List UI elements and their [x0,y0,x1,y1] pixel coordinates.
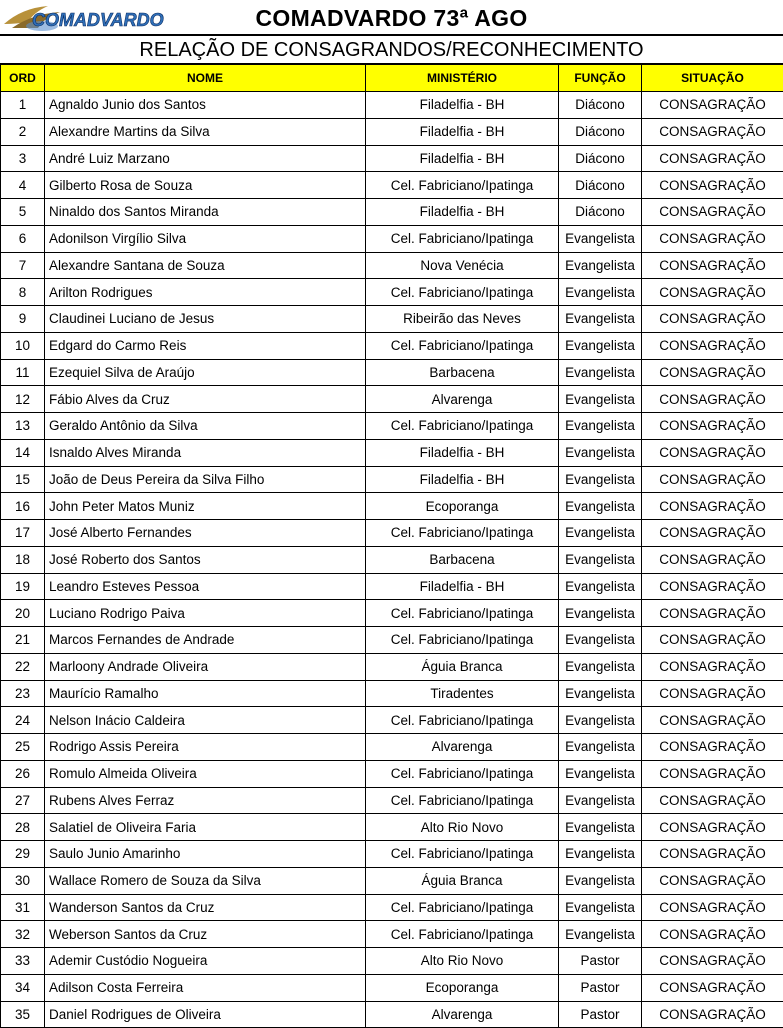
page-title: COMADVARDO 73ª AGO [0,2,783,34]
situacao-cell: CONSAGRAÇÃO [642,466,783,493]
ord-cell: 18 [1,546,45,573]
ministerio-cell: Cel. Fabriciano/Ipatinga [366,894,559,921]
table-row [1,493,783,520]
nome-cell: Alexandre Martins da Silva [45,118,366,145]
ord-cell: 10 [1,332,45,359]
table-row [1,787,783,814]
nome-cell: Daniel Rodrigues de Oliveira [45,1001,366,1028]
ord-cell: 14 [1,439,45,466]
situacao-cell: CONSAGRAÇÃO [642,680,783,707]
funcao-cell: Evangelista [559,225,642,252]
situacao-cell: CONSAGRAÇÃO [642,974,783,1001]
nome-cell: Gilberto Rosa de Souza [45,172,366,199]
situacao-cell: CONSAGRAÇÃO [642,225,783,252]
funcao-cell: Diácono [559,118,642,145]
ord-cell: 17 [1,520,45,547]
situacao-cell: CONSAGRAÇÃO [642,92,783,119]
table-row [1,867,783,894]
funcao-cell: Evangelista [559,760,642,787]
ministerio-cell: Cel. Fabriciano/Ipatinga [366,172,559,199]
funcao-cell: Evangelista [559,894,642,921]
nome-cell: Rubens Alves Ferraz [45,787,366,814]
nome-cell: Isnaldo Alves Miranda [45,439,366,466]
ord-cell: 24 [1,707,45,734]
funcao-cell: Pastor [559,1001,642,1028]
column-header-situacao: SITUAÇÃO [642,65,783,92]
ministerio-cell: Cel. Fabriciano/Ipatinga [366,707,559,734]
nome-cell: Wallace Romero de Souza da Silva [45,867,366,894]
ministerio-cell: Cel. Fabriciano/Ipatinga [366,760,559,787]
ord-cell: 35 [1,1001,45,1028]
ministerio-cell: Filadelfia - BH [366,92,559,119]
table-header-row [1,65,783,92]
funcao-cell: Evangelista [559,279,642,306]
nome-cell: Saulo Junio Amarinho [45,841,366,868]
funcao-cell: Evangelista [559,466,642,493]
funcao-cell: Diácono [559,199,642,226]
table-row [1,546,783,573]
table-row [1,680,783,707]
nome-cell: Maurício Ramalho [45,680,366,707]
situacao-cell: CONSAGRAÇÃO [642,306,783,333]
ord-cell: 7 [1,252,45,279]
table-body [1,92,783,1028]
table-row [1,92,783,119]
ministerio-cell: Águia Branca [366,867,559,894]
nome-cell: Claudinei Luciano de Jesus [45,306,366,333]
situacao-cell: CONSAGRAÇÃO [642,653,783,680]
nome-cell: André Luiz Marzano [45,145,366,172]
funcao-cell: Evangelista [559,600,642,627]
nome-cell: José Roberto dos Santos [45,546,366,573]
nome-cell: Wanderson Santos da Cruz [45,894,366,921]
ord-cell: 16 [1,493,45,520]
ministerio-cell: Cel. Fabriciano/Ipatinga [366,520,559,547]
column-header-ord: ORD [1,65,45,92]
ord-cell: 25 [1,734,45,761]
table-row [1,145,783,172]
table-row [1,332,783,359]
table-row [1,760,783,787]
ministerio-cell: Ecoporanga [366,493,559,520]
ministerio-cell: Cel. Fabriciano/Ipatinga [366,787,559,814]
nome-cell: Adonilson Virgílio Silva [45,225,366,252]
nome-cell: Fábio Alves da Cruz [45,386,366,413]
nome-cell: Nelson Inácio Caldeira [45,707,366,734]
table-row [1,252,783,279]
nome-cell: Alexandre Santana de Souza [45,252,366,279]
ord-cell: 29 [1,841,45,868]
table-row [1,627,783,654]
situacao-cell: CONSAGRAÇÃO [642,760,783,787]
table-row [1,439,783,466]
table-row [1,974,783,1001]
funcao-cell: Evangelista [559,841,642,868]
funcao-cell: Diácono [559,92,642,119]
ministerio-cell: Alvarenga [366,386,559,413]
table-row [1,386,783,413]
situacao-cell: CONSAGRAÇÃO [642,600,783,627]
nome-cell: Leandro Esteves Pessoa [45,573,366,600]
ministerio-cell: Alto Rio Novo [366,814,559,841]
situacao-cell: CONSAGRAÇÃO [642,172,783,199]
funcao-cell: Evangelista [559,332,642,359]
situacao-cell: CONSAGRAÇÃO [642,948,783,975]
situacao-cell: CONSAGRAÇÃO [642,520,783,547]
funcao-cell: Evangelista [559,921,642,948]
nome-cell: Geraldo Antônio da Silva [45,413,366,440]
ord-cell: 26 [1,760,45,787]
situacao-cell: CONSAGRAÇÃO [642,145,783,172]
nome-cell: José Alberto Fernandes [45,520,366,547]
funcao-cell: Evangelista [559,573,642,600]
ord-cell: 34 [1,974,45,1001]
ord-cell: 32 [1,921,45,948]
nome-cell: Ezequiel Silva de Araújo [45,359,366,386]
funcao-cell: Evangelista [559,653,642,680]
ministerio-cell: Tiradentes [366,680,559,707]
ord-cell: 33 [1,948,45,975]
ministerio-cell: Barbacena [366,359,559,386]
ord-cell: 19 [1,573,45,600]
situacao-cell: CONSAGRAÇÃO [642,841,783,868]
ministerio-cell: Cel. Fabriciano/Ipatinga [366,413,559,440]
ord-cell: 12 [1,386,45,413]
ministerio-cell: Filadelfia - BH [366,573,559,600]
ord-cell: 27 [1,787,45,814]
nome-cell: Marloony Andrade Oliveira [45,653,366,680]
table-row [1,734,783,761]
funcao-cell: Evangelista [559,707,642,734]
ord-cell: 31 [1,894,45,921]
logo-text: COMADVARDO [32,10,164,30]
column-header-funcao: FUNÇÃO [559,65,642,92]
table-row [1,573,783,600]
ministerio-cell: Alto Rio Novo [366,948,559,975]
ord-cell: 6 [1,225,45,252]
funcao-cell: Evangelista [559,439,642,466]
situacao-cell: CONSAGRAÇÃO [642,359,783,386]
nome-cell: Ademir Custódio Nogueira [45,948,366,975]
ord-cell: 22 [1,653,45,680]
funcao-cell: Evangelista [559,680,642,707]
ord-cell: 11 [1,359,45,386]
nome-cell: Salatiel de Oliveira Faria [45,814,366,841]
ord-cell: 5 [1,199,45,226]
ord-cell: 9 [1,306,45,333]
ministerio-cell: Cel. Fabriciano/Ipatinga [366,225,559,252]
funcao-cell: Evangelista [559,867,642,894]
ord-cell: 28 [1,814,45,841]
ministerio-cell: Cel. Fabriciano/Ipatinga [366,332,559,359]
nome-cell: Marcos Fernandes de Andrade [45,627,366,654]
ord-cell: 4 [1,172,45,199]
ministerio-cell: Ecoporanga [366,974,559,1001]
ministerio-cell: Filadelfia - BH [366,439,559,466]
situacao-cell: CONSAGRAÇÃO [642,279,783,306]
nome-cell: Weberson Santos da Cruz [45,921,366,948]
table-row [1,279,783,306]
funcao-cell: Evangelista [559,627,642,654]
ministerio-cell: Águia Branca [366,653,559,680]
funcao-cell: Pastor [559,974,642,1001]
situacao-cell: CONSAGRAÇÃO [642,252,783,279]
table-row [1,172,783,199]
table-row [1,466,783,493]
ord-cell: 15 [1,466,45,493]
table-row [1,225,783,252]
situacao-cell: CONSAGRAÇÃO [642,493,783,520]
situacao-cell: CONSAGRAÇÃO [642,627,783,654]
funcao-cell: Diácono [559,172,642,199]
funcao-cell: Evangelista [559,386,642,413]
table-row [1,199,783,226]
situacao-cell: CONSAGRAÇÃO [642,814,783,841]
table-row [1,814,783,841]
ministerio-cell: Barbacena [366,546,559,573]
funcao-cell: Evangelista [559,520,642,547]
table-row [1,520,783,547]
situacao-cell: CONSAGRAÇÃO [642,867,783,894]
nome-cell: Agnaldo Junio dos Santos [45,92,366,119]
page-subtitle: RELAÇÃO DE CONSAGRANDOS/RECONHECIMENTO [0,36,783,64]
situacao-cell: CONSAGRAÇÃO [642,894,783,921]
title-row [0,0,783,36]
situacao-cell: CONSAGRAÇÃO [642,787,783,814]
situacao-cell: CONSAGRAÇÃO [642,332,783,359]
ministerio-cell: Cel. Fabriciano/Ipatinga [366,600,559,627]
funcao-cell: Evangelista [559,493,642,520]
nome-cell: João de Deus Pereira da Silva Filho [45,466,366,493]
situacao-cell: CONSAGRAÇÃO [642,439,783,466]
funcao-cell: Evangelista [559,734,642,761]
funcao-cell: Evangelista [559,546,642,573]
ord-cell: 3 [1,145,45,172]
situacao-cell: CONSAGRAÇÃO [642,386,783,413]
nome-cell: Romulo Almeida Oliveira [45,760,366,787]
ord-cell: 8 [1,279,45,306]
table-row [1,413,783,440]
ministerio-cell: Cel. Fabriciano/Ipatinga [366,627,559,654]
ord-cell: 21 [1,627,45,654]
nome-cell: Adilson Costa Ferreira [45,974,366,1001]
nome-cell: Edgard do Carmo Reis [45,332,366,359]
nome-cell: Luciano Rodrigo Paiva [45,600,366,627]
funcao-cell: Evangelista [559,306,642,333]
table-row [1,118,783,145]
table-row [1,653,783,680]
column-header-nome: NOME [45,65,366,92]
funcao-cell: Evangelista [559,413,642,440]
ord-cell: 20 [1,600,45,627]
table-row [1,359,783,386]
column-header-ministerio: MINISTÉRIO [366,65,559,92]
consagrandos-table [0,64,783,1028]
ministerio-cell: Cel. Fabriciano/Ipatinga [366,921,559,948]
table-row [1,894,783,921]
funcao-cell: Evangelista [559,814,642,841]
situacao-cell: CONSAGRAÇÃO [642,413,783,440]
ministerio-cell: Filadelfia - BH [366,145,559,172]
ministerio-cell: Cel. Fabriciano/Ipatinga [366,279,559,306]
funcao-cell: Diácono [559,145,642,172]
situacao-cell: CONSAGRAÇÃO [642,118,783,145]
table-row [1,600,783,627]
ord-cell: 2 [1,118,45,145]
funcao-cell: Evangelista [559,787,642,814]
ord-cell: 1 [1,92,45,119]
funcao-cell: Pastor [559,948,642,975]
situacao-cell: CONSAGRAÇÃO [642,546,783,573]
ord-cell: 30 [1,867,45,894]
nome-cell: Rodrigo Assis Pereira [45,734,366,761]
table-row [1,306,783,333]
situacao-cell: CONSAGRAÇÃO [642,573,783,600]
nome-cell: Arilton Rodrigues [45,279,366,306]
table-row [1,707,783,734]
nome-cell: Ninaldo dos Santos Miranda [45,199,366,226]
table-row [1,948,783,975]
table-row [1,841,783,868]
situacao-cell: CONSAGRAÇÃO [642,921,783,948]
ord-cell: 13 [1,413,45,440]
ministerio-cell: Nova Venécia [366,252,559,279]
situacao-cell: CONSAGRAÇÃO [642,199,783,226]
funcao-cell: Evangelista [559,252,642,279]
ministerio-cell: Filadelfia - BH [366,118,559,145]
ministerio-cell: Filadelfia - BH [366,466,559,493]
table-row [1,921,783,948]
ministerio-cell: Ribeirão das Neves [366,306,559,333]
nome-cell: John Peter Matos Muniz [45,493,366,520]
ministerio-cell: Cel. Fabriciano/Ipatinga [366,841,559,868]
ministerio-cell: Filadelfia - BH [366,199,559,226]
situacao-cell: CONSAGRAÇÃO [642,707,783,734]
situacao-cell: CONSAGRAÇÃO [642,734,783,761]
funcao-cell: Evangelista [559,359,642,386]
ministerio-cell: Alvarenga [366,1001,559,1028]
ord-cell: 23 [1,680,45,707]
situacao-cell: CONSAGRAÇÃO [642,1001,783,1028]
ministerio-cell: Alvarenga [366,734,559,761]
